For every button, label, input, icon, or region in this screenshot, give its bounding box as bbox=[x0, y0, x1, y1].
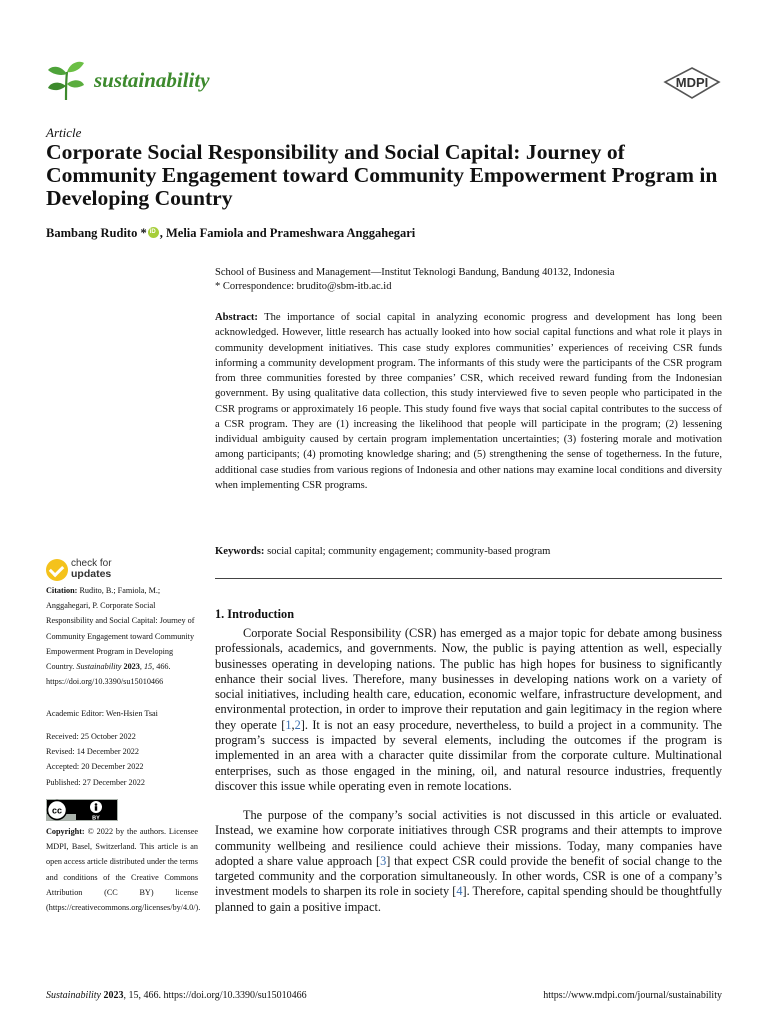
intro-p1-sep: , bbox=[291, 717, 295, 732]
author-list bbox=[46, 226, 415, 241]
keywords-label: Keywords: bbox=[215, 546, 265, 557]
citation-text: Rudito, B.; Famiola, M.; Anggahegari, P. Corporate Social Responsibility and Social Capital: Journey of Community Engagement toward Community Empowerment Program in Developing Country. bbox=[46, 586, 195, 672]
keywords-text: social capital; community engagement; community-based program bbox=[267, 546, 551, 557]
journal-leaf-icon bbox=[46, 58, 86, 102]
citation-ref-2[interactable]: 2 bbox=[294, 717, 301, 732]
citation-journal: Sustainability bbox=[76, 662, 122, 672]
date-accepted: Accepted: 20 December 2022 bbox=[46, 762, 144, 772]
check-updates-line1: check for bbox=[71, 558, 112, 569]
orcid-icon[interactable] bbox=[148, 227, 159, 238]
footer-year: 2023 bbox=[103, 990, 124, 1001]
intro-p2-text-b: ] that expect CSR could provide the benefit of social change to the targeted community and the corporation simultaneously. In other words, CSR is one of a company’s investment models to sharpen its role in society [ bbox=[215, 853, 722, 899]
copyright-label: Copyright: bbox=[46, 827, 85, 836]
abstract-text: The importance of social capital in analyzing economic progress and development has long been acknowledged. However, little research has actually looked into how social capital functions and what role it plays in community development initiatives. This case study explores communities’ experiences of receiving CSR funds informing a community development program. The informants of this study were the participants of the CSR program from three communities forested by three companies’ CSR, which received reward funding from the Indonesian government. By using qualitative data collection, this study interviewed five to seven people who participated in the CSR programs or approximately 16 people. This study found five ways that social capital contributes to the success of a CSR program. They are (1) increasing the likelihood that people will participate in the program; (2) lessening individual ambiguity caused by certain program implementation uncertainties; (3) fostering morale and motivation among participants; (4) promoting knowledge sharing; and (5) strengthening the sense of togetherness. In the future, additional case studies from various regions of Indonesia and other nations may examine local conditions and diversity when implementing CSR programs. bbox=[215, 312, 723, 491]
citation-doi-link[interactable]: https://doi.org/10.3390/su15010466 bbox=[46, 677, 164, 687]
citation-volume: 15 bbox=[143, 662, 153, 672]
author-first[interactable]: Bambang Rudito bbox=[46, 226, 138, 240]
section-divider bbox=[215, 578, 722, 579]
citation-pages: , 466. bbox=[152, 662, 171, 672]
intro-p1-text-b: ]. It is not an easy procedure, nevertheless, to build a project in a community. The program’s success is impacted by several elements, including the outcomes if the program is implemented in an area with a character quite dissimilar from the corporate culture. Multinational enterprises, such as those engaged in the mining, oil, and natural resource industries, frequently discover this issue while operating even in remote locations. bbox=[215, 717, 722, 793]
copyright-text: © 2022 by the authors. Licensee MDPI, Basel, Switzerland. This article is an open access article distributed under the terms and conditions of the Creative Commons Attribution (CC BY) license (https://creativecommons.org/licenses/by/4.0/). bbox=[46, 827, 201, 913]
footer-doi[interactable]: , 15, 466. https://doi.org/10.3390/su15010466 bbox=[123, 990, 307, 1001]
intro-paragraph-1 bbox=[215, 626, 722, 794]
intro-p2-text-c: ]. Therefore, capital spending should be thoughtfully planned to gain a positive impact. bbox=[215, 884, 722, 914]
affiliation: School of Business and Management—Institut Teknologi Bandung, Bandung 40132, Indonesia bbox=[215, 267, 615, 278]
intro-p1-text-a: Corporate Social Responsibility (CSR) has emerged as a major topic for debate among business professionals, academics, and governments. Now, the public is paying attention as well, especially businesses operating in developing nations. The public has high hopes for business to significantly enhance their social lives. Therefore, many businesses in developing nations work on a variety of social initiatives, including health care, education, economic welfare, infrastructure development, and environmental protection, in order to improve their reputation and gain legitimacy in the region where they operate [ bbox=[215, 626, 722, 732]
mdpi-logo-text: MDPI bbox=[675, 75, 709, 90]
article-type: Article bbox=[46, 125, 82, 140]
copyright-block bbox=[46, 824, 201, 915]
mdpi-logo bbox=[662, 66, 722, 100]
citation-year: 2023 bbox=[123, 662, 140, 672]
keywords bbox=[215, 546, 550, 557]
author-rest[interactable]: , Melia Famiola and Prameshwara Anggahegari bbox=[159, 226, 416, 240]
corresponding-marker: * bbox=[140, 226, 147, 240]
publication-dates bbox=[46, 729, 198, 790]
cc-by-license-badge[interactable] bbox=[46, 799, 118, 821]
affiliation-block bbox=[215, 266, 725, 294]
citation-ref-3[interactable]: 3 bbox=[380, 853, 387, 868]
paper-title: Corporate Social Responsibility and Social Capital: Journey of Community Engagement toward Community Empowerment Program in Developing Country bbox=[46, 140, 718, 210]
license-badge-text: BY bbox=[92, 815, 100, 821]
abstract-label: Abstract: bbox=[215, 312, 258, 323]
date-received: Received: 25 October 2022 bbox=[46, 732, 136, 741]
citation-ref-4[interactable]: 4 bbox=[456, 884, 463, 899]
svg-text:cc: cc bbox=[51, 805, 63, 816]
intro-p2-text-a: The purpose of the company’s social activities is not discussed in this article or evaluated. Instead, we examine how corporate initiatives through CSR programs and their attempts to improve community wellbeing and resilience could achieve their missions. Today, many companies have adopted a share value approach [ bbox=[215, 808, 722, 868]
footer-journal-url[interactable]: https://www.mdpi.com/journal/sustainability bbox=[543, 990, 722, 1001]
date-published: Published: 27 December 2022 bbox=[46, 777, 145, 787]
academic-editor: Academic Editor: Wen-Hsien Tsai bbox=[46, 709, 158, 718]
section-heading-introduction: 1. Introduction bbox=[215, 607, 295, 621]
footer-citation bbox=[46, 990, 307, 1001]
check-for-updates-button[interactable] bbox=[46, 558, 146, 582]
citation-ref-1[interactable]: 1 bbox=[285, 717, 292, 732]
intro-paragraph-2 bbox=[215, 808, 722, 915]
footer-journal: Sustainability bbox=[46, 990, 101, 1001]
journal-name: sustainability bbox=[94, 68, 210, 92]
citation-block: Citation: Rudito, B.; Famiola, M.; Anggahegari, P. Corporate Social Responsibility and Social Capital: Journey of Community Engagement toward Community Empowerment Program in Developing Country. Sustainability 2023, 15, 466. https://doi.org/10.3390/su15010466 bbox=[46, 586, 195, 687]
abstract bbox=[215, 310, 722, 493]
citation-label: Citation: bbox=[46, 586, 78, 595]
date-revised: Revised: 14 December 2022 bbox=[46, 747, 139, 757]
check-updates-line2: updates bbox=[71, 568, 112, 580]
correspondence[interactable]: * Correspondence: brudito@sbm-itb.ac.id bbox=[215, 281, 392, 292]
check-updates-icon bbox=[46, 559, 68, 581]
